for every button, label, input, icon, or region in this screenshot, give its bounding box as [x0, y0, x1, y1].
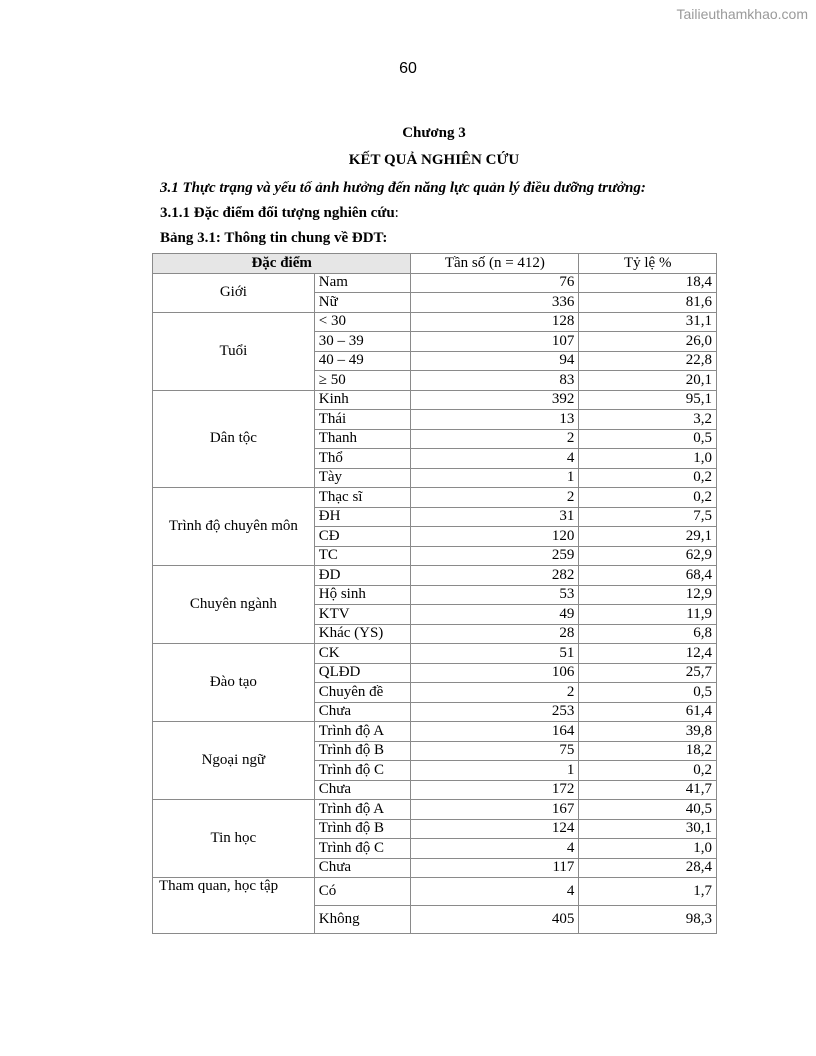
percent-cell: 12,9 [579, 585, 717, 605]
frequency-cell: 405 [411, 906, 579, 934]
percent-cell: 26,0 [579, 332, 717, 352]
percent-cell: 68,4 [579, 566, 717, 586]
frequency-cell: 94 [411, 351, 579, 371]
table-header-row [153, 254, 717, 274]
percent-cell: 0,2 [579, 488, 717, 508]
percent-cell: 6,8 [579, 624, 717, 644]
percent-cell: 62,9 [579, 546, 717, 566]
table-body [153, 273, 717, 934]
percent-cell: 0,5 [579, 683, 717, 703]
frequency-cell: 106 [411, 663, 579, 683]
table-row [153, 644, 717, 664]
table-row [153, 488, 717, 508]
table-row [153, 566, 717, 586]
characteristics-table [152, 253, 717, 934]
category-cell: Chưa [314, 858, 411, 878]
percent-cell: 81,6 [579, 293, 717, 313]
chapter-title: KẾT QUẢ NGHIÊN CỨU [348, 152, 520, 168]
category-cell: Thổ [314, 449, 411, 469]
table-row [153, 878, 717, 906]
category-cell: QLĐD [314, 663, 411, 683]
group-label: Đào tạo [153, 644, 315, 722]
category-cell: Thạc sĩ [314, 488, 411, 508]
table-row [153, 273, 717, 293]
category-cell: 40 – 49 [314, 351, 411, 371]
percent-cell: 28,4 [579, 858, 717, 878]
category-cell: KTV [314, 605, 411, 625]
group-label: Chuyên ngành [153, 566, 315, 644]
frequency-cell: 172 [411, 780, 579, 800]
frequency-cell: 31 [411, 507, 579, 527]
category-cell: Chưa [314, 780, 411, 800]
percent-cell: 95,1 [579, 390, 717, 410]
frequency-cell: 253 [411, 702, 579, 722]
category-cell: Khác (YS) [314, 624, 411, 644]
category-cell: Kinh [314, 390, 411, 410]
table-row [153, 312, 717, 332]
frequency-cell: 4 [411, 878, 579, 906]
chapter-heading: Chương 3 [402, 125, 466, 141]
category-cell: Nam [314, 273, 411, 293]
table-row [153, 390, 717, 410]
category-cell: 30 – 39 [314, 332, 411, 352]
frequency-cell: 1 [411, 761, 579, 781]
group-label: Ngoại ngữ [153, 722, 315, 800]
frequency-cell: 13 [411, 410, 579, 430]
category-cell: CK [314, 644, 411, 664]
category-cell: Có [314, 878, 411, 906]
category-cell: CĐ [314, 527, 411, 547]
percent-cell: 1,7 [579, 878, 717, 906]
frequency-cell: 128 [411, 312, 579, 332]
frequency-cell: 164 [411, 722, 579, 742]
category-cell: Trình độ A [314, 800, 411, 820]
category-cell: ≥ 50 [314, 371, 411, 391]
percent-cell: 3,2 [579, 410, 717, 430]
frequency-cell: 2 [411, 683, 579, 703]
group-label: Tin học [153, 800, 315, 878]
header-percent: Tỷ lệ % [579, 254, 717, 274]
percent-cell: 1,0 [579, 839, 717, 859]
header-frequency: Tần số (n = 412) [411, 254, 579, 274]
category-cell: Hộ sinh [314, 585, 411, 605]
percent-cell: 11,9 [579, 605, 717, 625]
frequency-cell: 83 [411, 371, 579, 391]
section-3-1-1-text: 3.1.1 Đặc điểm đối tượng nghiên cứu [160, 205, 395, 221]
frequency-cell: 76 [411, 273, 579, 293]
percent-cell: 7,5 [579, 507, 717, 527]
frequency-cell: 117 [411, 858, 579, 878]
category-cell: Trình độ A [314, 722, 411, 742]
percent-cell: 1,0 [579, 449, 717, 469]
category-cell: Chưa [314, 702, 411, 722]
header-characteristic: Đặc điểm [153, 254, 411, 274]
table-row [153, 800, 717, 820]
category-cell: < 30 [314, 312, 411, 332]
percent-cell: 61,4 [579, 702, 717, 722]
percent-cell: 0,2 [579, 468, 717, 488]
frequency-cell: 51 [411, 644, 579, 664]
percent-cell: 18,4 [579, 273, 717, 293]
category-cell: Thanh [314, 429, 411, 449]
category-cell: ĐH [314, 507, 411, 527]
category-cell: Trình độ B [314, 741, 411, 761]
group-label: Trình độ chuyên môn [153, 488, 315, 566]
section-3-1-1-colon: : [394, 205, 399, 221]
percent-cell: 20,1 [579, 371, 717, 391]
category-cell: Không [314, 906, 411, 934]
frequency-cell: 2 [411, 488, 579, 508]
percent-cell: 29,1 [579, 527, 717, 547]
table-title: Bảng 3.1: Thông tin chung về ĐDT: [160, 230, 388, 246]
group-label: Giới [153, 273, 315, 312]
percent-cell: 22,8 [579, 351, 717, 371]
group-label: Tham quan, học tập [153, 878, 315, 934]
frequency-cell: 282 [411, 566, 579, 586]
frequency-cell: 4 [411, 839, 579, 859]
percent-cell: 39,8 [579, 722, 717, 742]
percent-cell: 98,3 [579, 906, 717, 934]
percent-cell: 0,2 [579, 761, 717, 781]
percent-cell: 30,1 [579, 819, 717, 839]
percent-cell: 18,2 [579, 741, 717, 761]
percent-cell: 0,5 [579, 429, 717, 449]
frequency-cell: 392 [411, 390, 579, 410]
percent-cell: 41,7 [579, 780, 717, 800]
category-cell: Trình độ B [314, 819, 411, 839]
percent-cell: 25,7 [579, 663, 717, 683]
section-heading-3-1-1 [160, 205, 399, 222]
frequency-cell: 49 [411, 605, 579, 625]
frequency-cell: 124 [411, 819, 579, 839]
percent-cell: 12,4 [579, 644, 717, 664]
frequency-cell: 259 [411, 546, 579, 566]
category-cell: Trình độ C [314, 839, 411, 859]
category-cell: Nữ [314, 293, 411, 313]
category-cell: Thái [314, 410, 411, 430]
category-cell: Chuyên đề [314, 683, 411, 703]
category-cell: Tày [314, 468, 411, 488]
group-label: Tuổi [153, 312, 315, 390]
frequency-cell: 107 [411, 332, 579, 352]
percent-cell: 31,1 [579, 312, 717, 332]
page-number: 60 [399, 60, 417, 77]
category-cell: TC [314, 546, 411, 566]
frequency-cell: 4 [411, 449, 579, 469]
category-cell: ĐD [314, 566, 411, 586]
category-cell: Trình độ C [314, 761, 411, 781]
frequency-cell: 336 [411, 293, 579, 313]
frequency-cell: 1 [411, 468, 579, 488]
percent-cell: 40,5 [579, 800, 717, 820]
section-heading-3-1: 3.1 Thực trạng và yếu tố ảnh hưởng đến năng lực quản lý điều dưỡng trưởng: [160, 180, 646, 196]
watermark: Tailieuthamkhao.com [676, 6, 808, 22]
table-row [153, 722, 717, 742]
frequency-cell: 53 [411, 585, 579, 605]
frequency-cell: 28 [411, 624, 579, 644]
frequency-cell: 75 [411, 741, 579, 761]
group-label: Dân tộc [153, 390, 315, 488]
frequency-cell: 167 [411, 800, 579, 820]
frequency-cell: 2 [411, 429, 579, 449]
frequency-cell: 120 [411, 527, 579, 547]
